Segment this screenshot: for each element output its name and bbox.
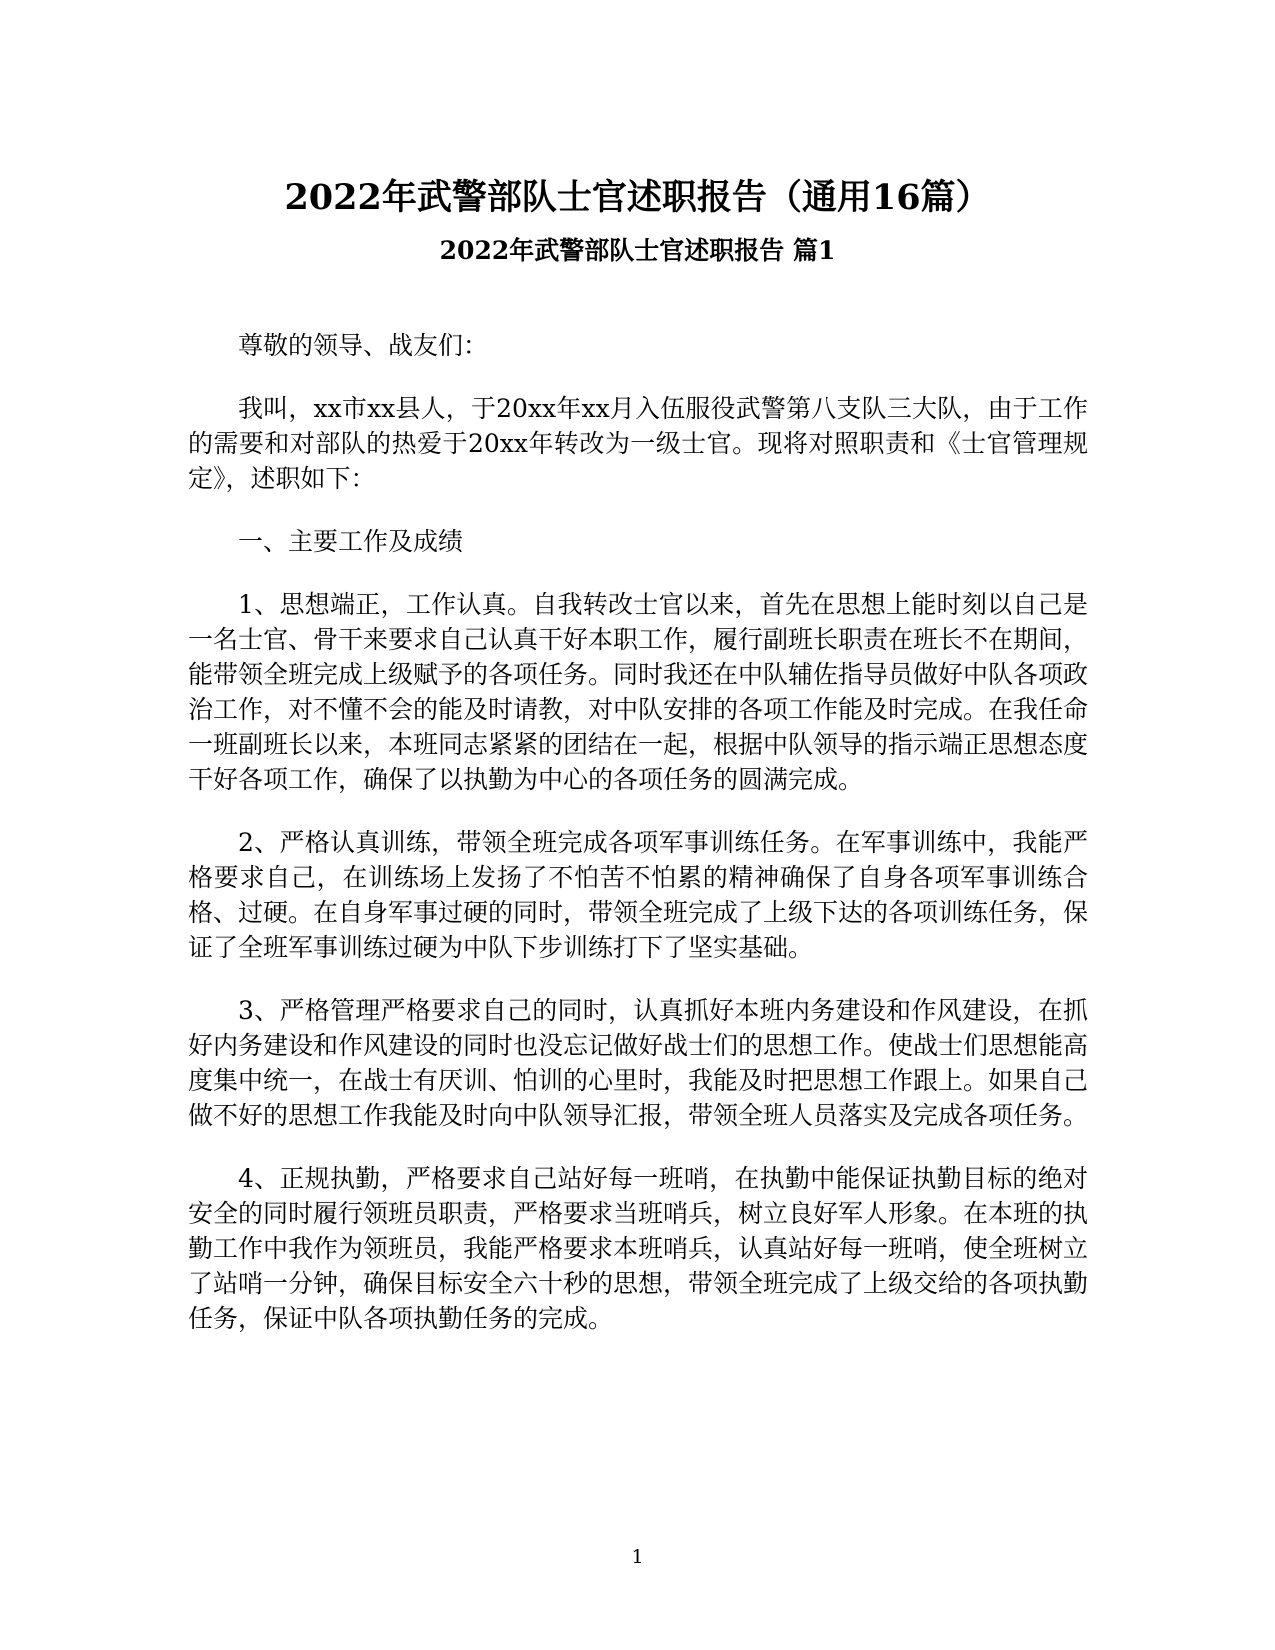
section-heading-main-work: 一、主要工作及成绩 xyxy=(238,527,464,556)
document-body xyxy=(188,328,1088,1364)
body-paragraph: 4、正规执勤，严格要求自己站好每一班哨，在执勤中能保证执勤目标的绝对安全的同时履行领班员职责，严格要求当班哨兵，树立良好军人形象。在本班的执勤工作中我作为领班员，我能严格要求本班哨兵，认真站好每一班哨，使全班树立了站哨一分钟，确保目标安全六十秒的思想，带领全班完成了上级交给的各项执勤任务，保证中队各项执勤任务的完成。 xyxy=(188,1164,1089,1333)
intro-paragraph: 我叫，xx市xx县人，于20xx年xx月入伍服役武警第八支队三大队，由于工作的需要和对部队的热爱于20xx年转改为一级士官。现将对照职责和《士官管理规定》，述职如下： xyxy=(188,394,1088,493)
body-paragraph: 1、思想端正，工作认真。自我转改士官以来，首先在思想上能时刻以自己是一名士官、骨干来要求自己认真干好本职工作，履行副班长职责在班长不在期间，能带领全班完成上级赋予的各项任务。同时我还在中队辅佐指导员做好中队各项政治工作，对不懂不会的能及时请教，对中队安排的各项工作能及时完成。在我任命一班副班长以来，本班同志紧紧的团结在一起，根据中队领导的指示端正思想态度干好各项工作，确保了以执勤为中心的各项任务的圆满完成。 xyxy=(188,590,1089,794)
body-paragraph: 2、严格认真训练，带领全班完成各项军事训练任务。在军事训练中，我能严格要求自己，在训练场上发扬了不怕苦不怕累的精神确保了自身各项军事训练合格、过硬。在自身军事过硬的同时，带领全班完成了上级下达的各项训练任务，保证了全班军事训练过硬为中队下步训练打下了坚实基础。 xyxy=(188,828,1089,962)
body-paragraph: 3、严格管理严格要求自己的同时，认真抓好本班内务建设和作风建设，在抓好内务建设和作风建设的同时也没忘记做好战士们的思想工作。使战士们思想能高度集中统一，在战士有厌训、怕训的心里时，我能及时把思想工作跟上。如果自己做不好的思想工作我能及时向中队领导汇报，带领全班人员落实及完成各项任务。 xyxy=(188,996,1089,1130)
document-title: 2022年武警部队士官述职报告（通用16篇） xyxy=(284,177,991,218)
section-heading: 2022年武警部队士官述职报告 篇1 xyxy=(439,236,836,265)
salutation-paragraph: 尊敬的领导、战友们： xyxy=(238,331,489,360)
page-number: 1 xyxy=(631,1546,644,1568)
